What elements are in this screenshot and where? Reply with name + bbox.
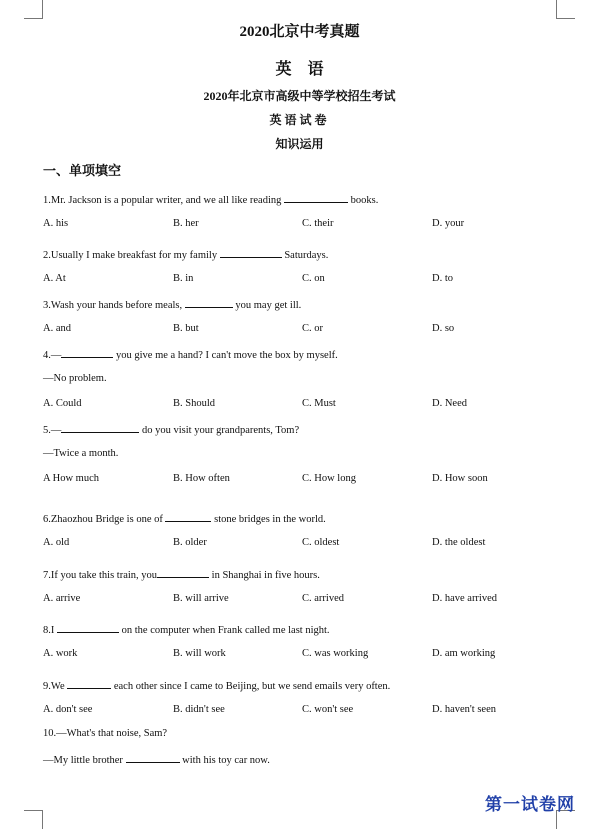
option-b: B. but [173,323,199,334]
watermark-logo: 第一试卷网 [485,795,575,815]
page-corner-mark [24,810,43,829]
option-a: A How much [43,473,99,484]
option-b: B. will work [173,648,226,659]
option-a: A. Could [43,398,82,409]
option-d: D. your [432,218,465,229]
section-title: 一、单项填空 [43,163,122,178]
answer-blank [284,193,348,203]
question-4-reply: —No problem. [43,373,107,384]
answer-blank [61,348,113,358]
option-b: B. How often [173,473,230,484]
answer-blank [220,248,282,258]
exam-name: 2020年北京市高级中等学校招生考试 [203,89,396,103]
question-2: 2.Usually I make breakfast for my family Saturdays. [43,250,329,261]
page-corner-mark [556,0,575,19]
question-10: 10.—What's that noise, Sam? [43,728,168,739]
question-10-reply: —My little brother with his toy car now. [43,755,270,766]
paper-heading: 英语试卷 [269,113,330,127]
option-b: B. Should [173,398,216,409]
option-c: C. their [302,218,334,229]
option-c: C. How long [302,473,356,484]
option-d: D. so [432,323,455,334]
option-a: A. his [43,218,69,229]
option-a: A. old [43,537,70,548]
option-b: B. her [173,218,199,229]
option-c: C. on [302,273,325,284]
option-d: D. to [432,273,453,284]
option-b: B. older [173,537,207,548]
option-d: D. haven't seen [432,704,496,715]
question-4: 4.— you give me a hand? I can't move the box by myself. [43,350,338,361]
question-5: 5.— do you visit your grandparents, Tom? [43,425,300,436]
part-heading: 知识运用 [275,137,324,151]
option-a: A. and [43,323,71,334]
option-a: A. arrive [43,593,81,604]
option-a: A. work [43,648,78,659]
question-7: 7.If you take this train, you in Shanghai in five hours. [43,570,320,581]
option-c: C. arrived [302,593,344,604]
answer-blank [157,568,209,578]
option-c: C. Must [302,398,336,409]
answer-blank [185,298,233,308]
option-c: C. or [302,323,323,334]
question-8: 8.I on the computer when Frank called me last night. [43,625,330,636]
option-c: C. won't see [302,704,354,715]
answer-blank [61,423,139,433]
question-3: 3.Wash your hands before meals, you may get ill. [43,300,302,311]
option-a: A. don't see [43,704,93,715]
page-corner-mark [24,0,43,19]
option-b: B. in [173,273,194,284]
question-5-reply: —Twice a month. [43,448,119,459]
answer-blank [126,753,180,763]
option-c: C. oldest [302,537,340,548]
answer-blank [57,623,119,633]
subject-heading: 英语 [275,61,340,78]
document-title: 2020北京中考真题 [239,24,360,40]
option-c: C. was working [302,648,369,659]
option-a: A. At [43,273,66,284]
answer-blank [165,512,211,522]
option-d: D. am working [432,648,496,659]
answer-blank [67,679,111,689]
option-b: B. didn't see [173,704,225,715]
option-d: D. have arrived [432,593,498,604]
question-1: 1.Mr. Jackson is a popular writer, and we all like reading books. [43,195,379,206]
option-d: D. How soon [432,473,488,484]
option-d: D. the oldest [432,537,486,548]
option-d: D. Need [432,398,467,409]
option-b: B. will arrive [173,593,229,604]
question-6: 6.Zhaozhou Bridge is one of stone bridges in the world. [43,514,326,525]
question-9: 9.We each other since I came to Beijing, but we send emails very often. [43,681,391,692]
